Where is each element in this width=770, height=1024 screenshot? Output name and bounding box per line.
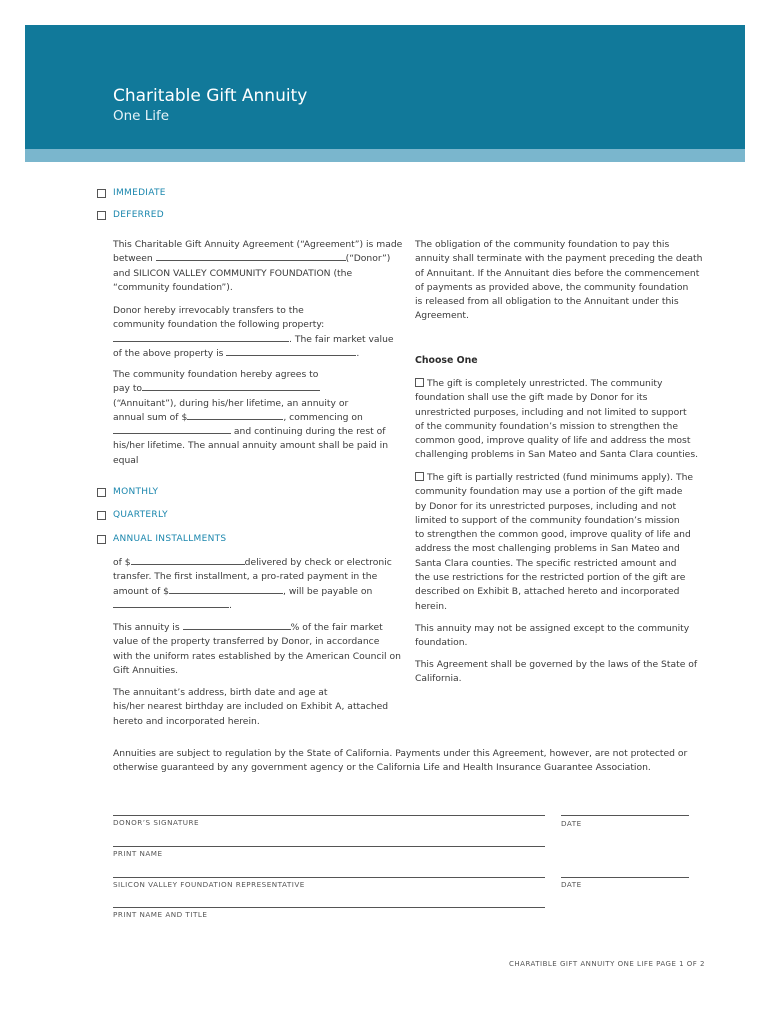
document-subtitle: One Life	[113, 108, 170, 124]
annuity-rate	[113, 621, 403, 678]
text-line: common good, improve quality of life and address the most	[415, 435, 691, 447]
annual-sum-field[interactable]	[187, 411, 283, 420]
text-line: Donor hereby irrevocably transfers to the	[113, 305, 304, 316]
donor-signature-label: DONOR’S SIGNATURE	[113, 818, 200, 827]
agreement-intro	[113, 238, 403, 295]
text-line: This Charitable Gift Annuity Agreement (“Agreement”) is made	[113, 239, 403, 250]
text-line: foundation.	[415, 637, 468, 649]
text-line: Agreement.	[415, 310, 469, 322]
text-line: community foundation the following property:	[113, 319, 325, 331]
text-line: by Donor for its unrestricted purposes, including and not	[415, 500, 677, 512]
text-line: the use restrictions for the restricted portion of the gift are	[415, 572, 686, 584]
text-line: pay to	[113, 382, 403, 396]
text-line: and SILICON VALLEY COMMUNITY FOUNDATION (the	[113, 267, 353, 279]
date-line-2[interactable]	[561, 877, 689, 878]
text-line: transfer. The first installment, a pro-rated payment in the	[113, 571, 378, 583]
print-name-title-label: PRINT NAME AND TITLE	[113, 910, 208, 919]
checkbox-immediate[interactable]	[97, 189, 106, 198]
option-unrestricted	[415, 377, 715, 463]
checkbox-partially-restricted[interactable]	[415, 472, 424, 481]
text-line: of $ delivered by check or electronic	[113, 557, 392, 568]
checkbox-unrestricted[interactable]	[415, 378, 424, 387]
text-line: value of the property transferred by Donor, in accordance	[113, 636, 380, 648]
text-line: This Agreement shall be governed by the laws of the State of	[415, 659, 698, 670]
annuitant-details	[113, 686, 403, 729]
option-immediate-label: IMMEDIATE	[113, 188, 166, 198]
checkbox-deferred[interactable]	[97, 211, 106, 220]
print-name-line[interactable]	[113, 846, 545, 847]
text-line: .	[113, 599, 403, 613]
annuitant-name-field[interactable]	[142, 382, 320, 391]
print-name-title-line[interactable]	[113, 907, 545, 908]
text-line: The obligation of the community foundation to pay this	[415, 239, 670, 250]
text-line: This annuity is % of the fair market	[113, 622, 383, 633]
representative-signature-line[interactable]	[113, 877, 545, 878]
donor-name-field[interactable]	[156, 252, 346, 261]
text-line: (“Annuitant”), during his/her lifetime, an annuity or	[113, 397, 349, 409]
property-transfer	[113, 304, 403, 361]
text-line: of the above property is .	[113, 347, 360, 359]
text-line: amount of $ , will be payable on	[113, 585, 373, 597]
option-quarterly-label: QUARTERLY	[113, 510, 168, 520]
regulation-disclaimer	[113, 747, 713, 776]
annuity-percent-field[interactable]	[183, 621, 291, 630]
text-line: address the most challenging problems in San Mateo and	[415, 543, 680, 555]
text-line: California.	[415, 673, 462, 685]
text-line: “community foundation”).	[113, 281, 233, 293]
commencement-date-field[interactable]	[113, 425, 231, 434]
text-line: The gift is partially restricted (fund minimums apply). The	[415, 471, 715, 485]
text-line: his/her lifetime. The annual annuity amount shall be paid in	[113, 440, 389, 452]
document-title: Charitable Gift Annuity	[113, 86, 308, 106]
first-payment-date-field[interactable]	[113, 599, 229, 608]
first-installment-field[interactable]	[169, 585, 283, 594]
text-line: annuity shall terminate with the payment preceding the death	[415, 253, 703, 265]
fair-market-value-field[interactable]	[226, 347, 356, 356]
text-line: The annuitant’s address, birth date and age at	[113, 687, 328, 698]
text-line: his/her nearest birthday are included on Exhibit A, attached	[113, 701, 389, 713]
option-deferred-label: DEFERRED	[113, 210, 165, 220]
assignment-clause	[415, 622, 715, 651]
annuity-payment-terms	[113, 368, 403, 468]
page-footer: CHARATIBLE GIFT ANNUITY ONE LIFE PAGE 1 OF 2	[509, 960, 706, 968]
text-line: of the community foundation’s mission to strengthen the	[415, 420, 679, 432]
header-stripe	[25, 149, 745, 162]
text-line: described on Exhibit B, attached hereto and incorporated	[415, 586, 680, 598]
text-line: limited to support of the community foundation’s mission	[415, 514, 680, 526]
text-line: annual sum of $ , commencing on	[113, 411, 363, 423]
installment-amount-field[interactable]	[131, 556, 245, 565]
text-line: otherwise guaranteed by any government agency or the California Life and Health Insurance Guarantee Association.	[113, 762, 651, 774]
text-line: Annuities are subject to regulation by the State of California. Payments under this Agreement, however, are not protected or	[113, 748, 688, 759]
date-label-1: DATE	[561, 819, 582, 828]
print-name-label: PRINT NAME	[113, 849, 163, 858]
text-line: of Annuitant. If the Annuitant dies before the commencement	[415, 267, 700, 279]
termination-clause	[415, 238, 715, 324]
text-line: This annuity may not be assigned except to the community	[415, 623, 690, 634]
text-line: foundation shall use the gift made by Donor for its	[415, 392, 648, 404]
installment-terms	[113, 556, 403, 613]
text-line: and continuing during the rest of	[113, 425, 403, 439]
option-monthly-label: MONTHLY	[113, 487, 159, 497]
text-line: Gift Annuities.	[113, 664, 179, 676]
text-line: community foundation may use a portion of the gift made	[415, 486, 683, 498]
text-line: of payments as provided above, the community foundation	[415, 281, 689, 293]
option-annual-installments-label: ANNUAL INSTALLMENTS	[113, 534, 227, 544]
text-line: equal	[113, 454, 139, 466]
governing-law-clause	[415, 658, 715, 687]
date-line-1[interactable]	[561, 815, 689, 816]
text-line: with the uniform rates established by the American Council on	[113, 650, 401, 662]
text-line: to strengthen the common good, improve quality of life and	[415, 529, 691, 541]
text-line: challenging problems in San Mateo and Santa Clara counties.	[415, 449, 699, 461]
donor-signature-line[interactable]	[113, 815, 545, 816]
text-line: is released from all obligation to the Annuitant under this	[415, 296, 679, 308]
property-description-field[interactable]	[113, 333, 289, 342]
text-line: Santa Clara counties. The specific restricted amount and	[415, 557, 677, 569]
representative-label: SILICON VALLEY FOUNDATION REPRESENTATIVE	[113, 880, 305, 889]
choose-one-heading: Choose One	[415, 355, 478, 366]
checkbox-annual-installments[interactable]	[97, 535, 106, 544]
checkbox-quarterly[interactable]	[97, 511, 106, 520]
text-line: herein.	[415, 600, 447, 612]
checkbox-monthly[interactable]	[97, 488, 106, 497]
text-line: The gift is completely unrestricted. The community	[415, 377, 715, 391]
text-line: . The fair market value	[113, 333, 403, 347]
option-partially-restricted	[415, 471, 715, 614]
text-line: hereto and incorporated herein.	[113, 715, 260, 727]
text-line: between (“Donor”)	[113, 253, 391, 265]
date-label-2: DATE	[561, 880, 582, 889]
text-line: The community foundation hereby agrees to	[113, 369, 319, 380]
text-line: unrestricted purposes, including and not limited to support	[415, 406, 687, 418]
